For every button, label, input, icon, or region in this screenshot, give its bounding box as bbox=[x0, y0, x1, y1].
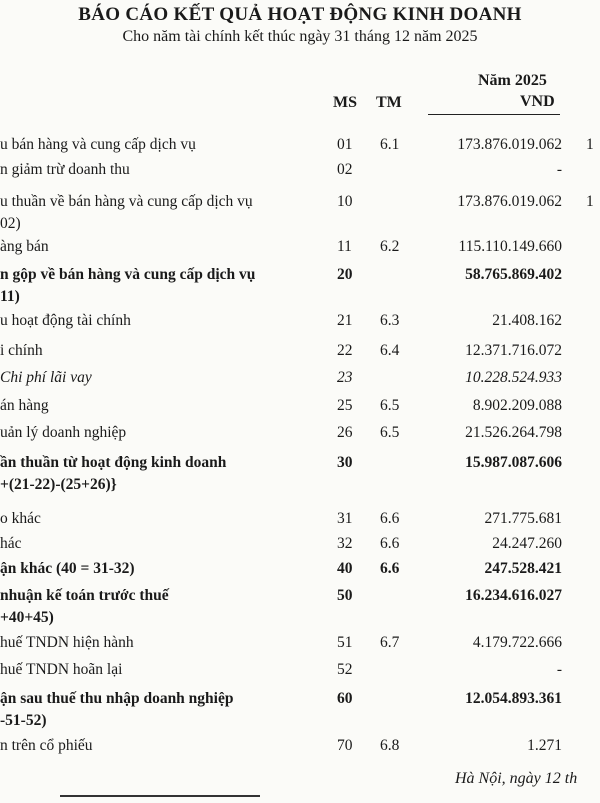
row-tm-note: 6.1 bbox=[380, 136, 400, 153]
row-value: 271.775.681 bbox=[484, 510, 562, 527]
column-header-currency: VND bbox=[520, 93, 555, 110]
row-ms-code: 26 bbox=[337, 424, 353, 441]
column-header-ms: MS bbox=[333, 94, 357, 111]
row-ms-code: 22 bbox=[337, 342, 353, 359]
row-label: 11) bbox=[0, 288, 20, 305]
row-tm-note: 6.6 bbox=[380, 560, 400, 577]
row-prior-year-fragment: 1 bbox=[586, 193, 594, 210]
row-ms-code: 31 bbox=[337, 510, 353, 527]
row-ms-code: 51 bbox=[337, 634, 353, 651]
row-value: - bbox=[556, 661, 562, 678]
row-label: 02) bbox=[0, 215, 21, 232]
row-value: 4.179.722.666 bbox=[472, 634, 562, 651]
row-label: o khác bbox=[0, 510, 41, 527]
row-ms-code: 40 bbox=[337, 560, 353, 577]
row-label: u bán hàng và cung cấp dịch vụ bbox=[0, 136, 196, 153]
header-underline bbox=[428, 114, 560, 115]
row-ms-code: 25 bbox=[337, 397, 353, 414]
row-value: 10.228.524.933 bbox=[465, 369, 562, 386]
row-value: 173.876.019.062 bbox=[457, 136, 562, 153]
row-label: u hoạt động tài chính bbox=[0, 312, 131, 329]
row-value: 8.902.209.088 bbox=[472, 397, 562, 414]
row-value: 12.371.716.072 bbox=[465, 342, 562, 359]
row-prior-year-fragment: 1 bbox=[586, 136, 594, 153]
row-label: án hàng bbox=[0, 397, 49, 414]
row-ms-code: 20 bbox=[337, 266, 353, 283]
row-label: n giảm trừ doanh thu bbox=[0, 161, 130, 178]
row-label: huế TNDN hiện hành bbox=[0, 634, 134, 651]
row-label: hác bbox=[0, 535, 22, 552]
report-title: BÁO CÁO KẾT QUẢ HOẠT ĐỘNG KINH DOANH bbox=[78, 4, 522, 25]
row-label: nhuận kế toán trước thuế bbox=[0, 587, 169, 604]
row-ms-code: 23 bbox=[337, 369, 353, 386]
row-value: 247.528.421 bbox=[484, 560, 562, 577]
row-label: ận sau thuế thu nhập doanh nghiệp bbox=[0, 690, 234, 707]
row-ms-code: 70 bbox=[337, 737, 353, 754]
row-label: àng bán bbox=[0, 238, 49, 255]
row-value: 173.876.019.062 bbox=[457, 193, 562, 210]
row-value: 21.408.162 bbox=[492, 312, 562, 329]
row-tm-note: 6.6 bbox=[380, 510, 400, 527]
row-ms-code: 50 bbox=[337, 587, 353, 604]
row-tm-note: 6.5 bbox=[380, 397, 400, 414]
row-label: ận khác (40 = 31-32) bbox=[0, 560, 135, 577]
row-label: n trên cổ phiếu bbox=[0, 737, 93, 754]
row-label: uản lý doanh nghiệp bbox=[0, 424, 127, 441]
row-value: 12.054.893.361 bbox=[465, 690, 562, 707]
row-ms-code: 02 bbox=[337, 161, 353, 178]
footer-place-date: Hà Nội, ngày 12 th bbox=[455, 770, 578, 787]
row-label: n gộp về bán hàng và cung cấp dịch vụ bbox=[0, 266, 256, 283]
row-label: i chính bbox=[0, 342, 43, 359]
column-header-year: Năm 2025 bbox=[478, 72, 547, 89]
row-value: - bbox=[556, 161, 562, 178]
column-header-tm: TM bbox=[376, 94, 402, 111]
report-subtitle: Cho năm tài chính kết thúc ngày 31 tháng 12 năm 2025 bbox=[122, 28, 478, 45]
row-tm-note: 6.3 bbox=[380, 312, 400, 329]
row-tm-note: 6.4 bbox=[380, 342, 400, 359]
row-label: -51-52) bbox=[0, 712, 47, 729]
row-label: +40+45) bbox=[0, 609, 54, 626]
row-label: ần thuần từ hoạt động kinh doanh bbox=[0, 454, 227, 471]
row-tm-note: 6.5 bbox=[380, 424, 400, 441]
row-value: 115.110.149.660 bbox=[458, 238, 562, 255]
row-label: u thuần về bán hàng và cung cấp dịch vụ bbox=[0, 193, 253, 210]
row-tm-note: 6.2 bbox=[380, 238, 400, 255]
row-label: huế TNDN hoãn lại bbox=[0, 661, 123, 678]
row-label: Chi phí lãi vay bbox=[0, 369, 92, 386]
row-label: +(21-22)-(25+26)} bbox=[0, 476, 117, 493]
row-ms-code: 21 bbox=[337, 312, 353, 329]
row-tm-note: 6.8 bbox=[380, 737, 400, 754]
row-tm-note: 6.7 bbox=[380, 634, 400, 651]
row-value: 15.987.087.606 bbox=[465, 454, 562, 471]
row-value: 16.234.616.027 bbox=[465, 587, 562, 604]
row-value: 58.765.869.402 bbox=[465, 266, 562, 283]
row-ms-code: 01 bbox=[337, 136, 353, 153]
signature-line bbox=[60, 795, 260, 803]
row-value: 21.526.264.798 bbox=[465, 424, 562, 441]
row-ms-code: 52 bbox=[337, 661, 353, 678]
row-ms-code: 30 bbox=[337, 454, 353, 471]
row-value: 24.247.260 bbox=[492, 535, 562, 552]
row-value: 1.271 bbox=[527, 737, 562, 754]
row-ms-code: 11 bbox=[337, 238, 352, 255]
row-ms-code: 60 bbox=[337, 690, 353, 707]
row-tm-note: 6.6 bbox=[380, 535, 400, 552]
row-ms-code: 10 bbox=[337, 193, 353, 210]
row-ms-code: 32 bbox=[337, 535, 353, 552]
